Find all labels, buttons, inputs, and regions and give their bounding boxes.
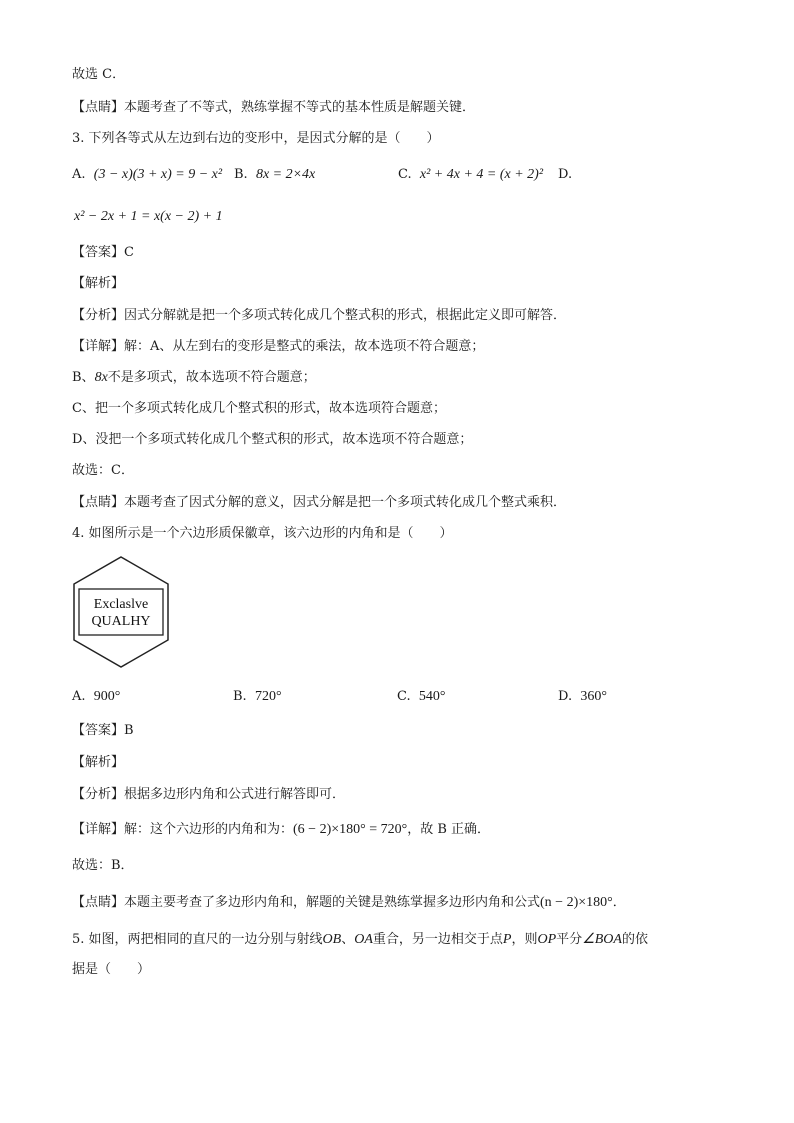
badge-text-line2: QUALHY (91, 614, 151, 629)
q3-option-a: A. (3 − x)(3 + x) = 9 − x² (72, 167, 223, 182)
q4-option-b: B. 720° (233, 689, 282, 704)
text-line: 【分析】根据多边形内角和公式进行解答即可． (72, 787, 346, 802)
q4-option-a: A. 900° (72, 689, 121, 704)
analysis-heading: 【解析】 (72, 276, 125, 291)
question-5: 5. 如图，两把相同的直尺的一边分别与射线OB、OA重合，另一边相交于点P，则OP平分∠BOA的依 (72, 932, 648, 947)
hexagon-badge (72, 556, 170, 668)
text-line: B、8x不是多项式，故本选项不符合题意； (72, 370, 316, 385)
text-line: 故选 C． (72, 67, 126, 82)
text-line: 故选：B． (72, 858, 134, 873)
q3-option-b: B. 8x = 2×4x (234, 167, 316, 182)
text-line: 据是（ ） (72, 962, 151, 977)
q4-option-c: C. 540° (397, 689, 446, 704)
q3-option-d: x² − 2x + 1 = x(x − 2) + 1 (74, 209, 223, 224)
text-line: 【分析】因式分解就是把一个多项式转化成几个整式积的形式，根据此定义即可解答． (72, 308, 567, 323)
answer-label: 【答案】C (72, 245, 134, 260)
text-line: 【点睛】本题主要考查了多边形内角和，解题的关键是熟练掌握多边形内角和公式(n − 2)×180°． (72, 895, 626, 910)
text-line: 【详解】解：A、从左到右的变形是整式的乘法，故本选项不符合题意； (72, 339, 485, 354)
question-4: 4. 如图所示是一个六边形质保徽章，该六边形的内角和是（ ） (72, 526, 453, 541)
text-line: 故选：C． (72, 463, 134, 478)
text-line: 【点睛】本题考查了因式分解的意义，因式分解是把一个多项式转化成几个整式乘积． (72, 495, 567, 510)
text-line: 【点睛】本题考查了不等式，熟练掌握不等式的基本性质是解题关键． (72, 100, 476, 115)
q3-option-d-label: D. (558, 167, 573, 182)
badge-text-line1: Exclaslve (93, 597, 149, 612)
analysis-heading: 【解析】 (72, 755, 125, 770)
q4-option-d: D. 360° (558, 689, 607, 704)
text-line: 【详解】解：这个六边形的内角和为：(6 − 2)×180° = 720°，故 B 正确． (72, 822, 491, 837)
answer-label: 【答案】B (72, 723, 134, 738)
q3-option-c: C. x² + 4x + 4 = (x + 2)² (398, 167, 544, 182)
text-line: D、没把一个多项式转化成几个整式积的形式，故本选项不符合题意； (72, 432, 473, 447)
text-line: C、把一个多项式转化成几个整式积的形式，故本选项符合题意； (72, 401, 446, 416)
question-3: 3. 下列各等式从左边到右边的变形中，是因式分解的是（ ） (72, 131, 440, 146)
